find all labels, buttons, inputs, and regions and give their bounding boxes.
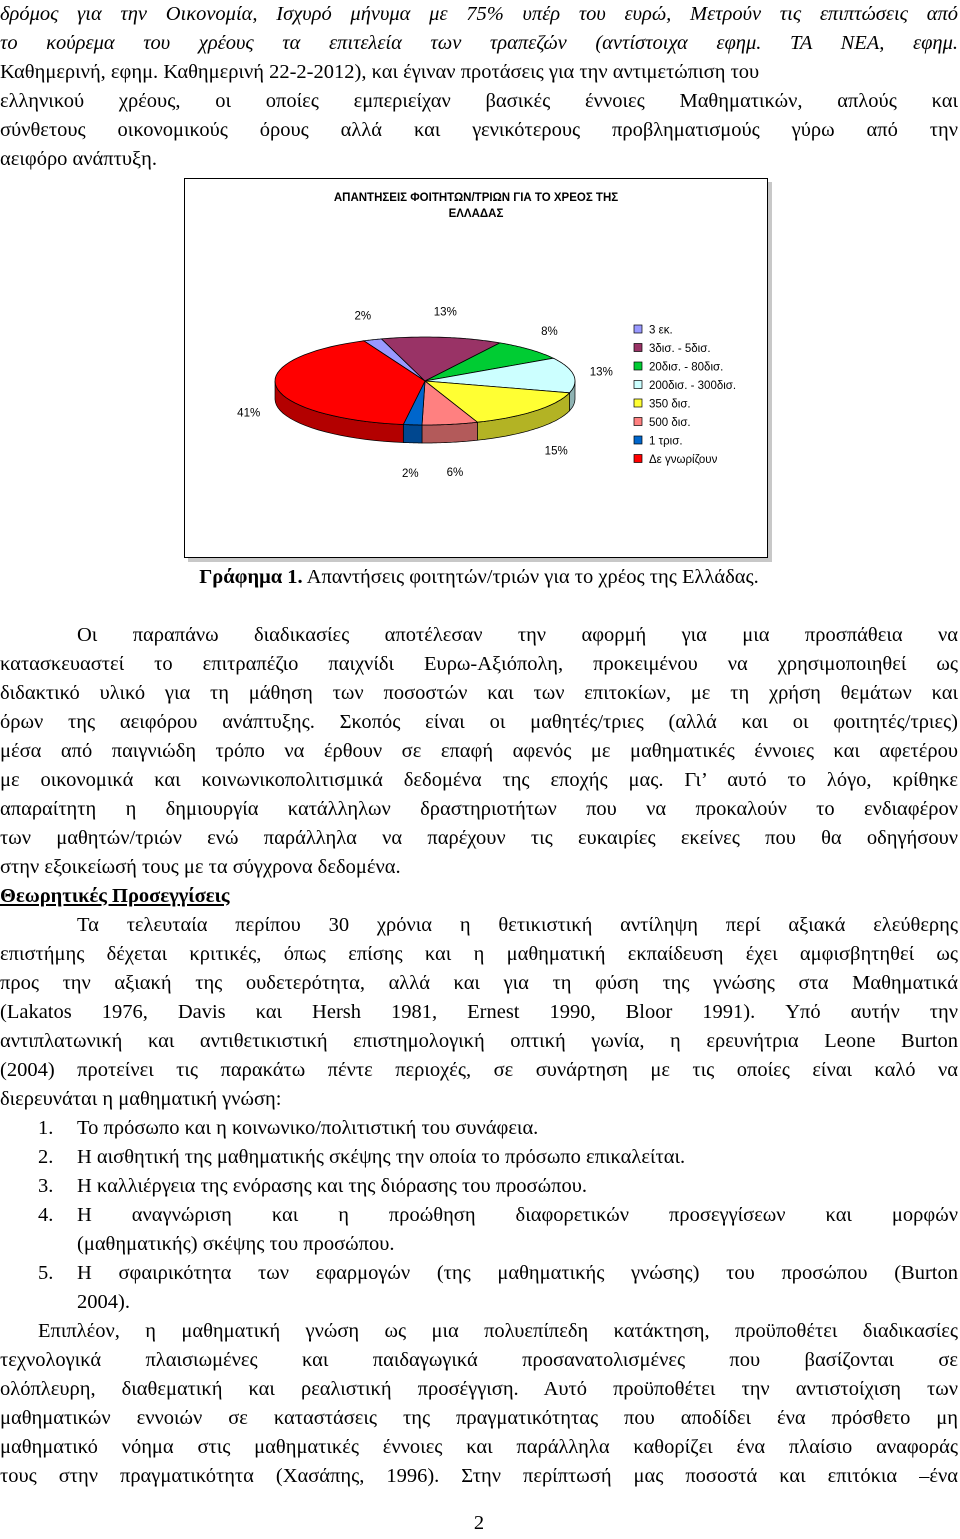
- text-line: (Lakatos 1976, Davis και Hersh 1981, Ernest 1990, Bloor 1991). Υπό αυτήν την: [0, 1001, 958, 1023]
- pie-value-label: 41%: [237, 407, 261, 420]
- text-line: αειφόρο ανάπτυξη.: [0, 148, 158, 170]
- list-item: Η σφαιρικότητα των εφαρμογών (της μαθηματικής γνώσης) του προσώπου (Burton: [77, 1262, 958, 1284]
- text-line: δρόμος για την Οικονομία, Ισχυρό μήνυμα με 75% υπέρ του ευρώ, Μετρούν τις επιπτώσεις από: [0, 3, 958, 25]
- legend-swatch: [634, 399, 642, 407]
- pie-slice-side: [403, 425, 422, 444]
- legend-swatch: [634, 381, 642, 389]
- text-line: Επιπλέον, η μαθηματική γνώση ως μια πολυεπίπεδη κατάκτηση, προϋποθέτει διαδικασίες: [38, 1320, 958, 1342]
- text-line: (2004) προτείνει τις παρακάτω πέντε περιοχές, σε συνάρτηση με τις οποίες είναι καλό να: [0, 1059, 958, 1081]
- text-line: διδακτικό υλικό για τη μάθηση των ποσοστών και των επιτοκίων, με τη χρήση θεμάτων και: [0, 682, 958, 704]
- pie-value-label: 15%: [544, 445, 568, 458]
- legend-swatch: [634, 362, 642, 370]
- text-line: κατασκευαστεί το επιτραπέζιο παιχνίδι Ευρω-Αξιόπολη, προκειμένου να χρησιμοποιηθεί ως: [0, 653, 958, 675]
- legend-label: 350 δισ.: [649, 398, 691, 411]
- text-line: ελληνικού χρέους, οι οποίες εμπεριείχαν βασικές έννοιες Μαθηματικών, απλούς και: [0, 90, 958, 112]
- pie-chart-svg: [185, 179, 767, 557]
- chart-legend: [634, 325, 736, 467]
- list-number: 2.: [38, 1146, 54, 1168]
- legend-label: 20δισ. - 80δισ.: [649, 361, 724, 374]
- text-line: μέσα από παιγνιώδη τρόπο να έρθουν σε επαφή αφενός με μαθηματικές έννοιες και αφετέρου: [0, 740, 958, 762]
- legend-swatch: [634, 436, 642, 444]
- text-line: των μαθητών/τριών ενώ παράλληλα να παρέχουν τις ευκαιρίες εκείνες που θα οδηγήσουν: [0, 827, 958, 849]
- pie-group: [275, 337, 575, 443]
- list-item: Η καλλιέργεια της ενόρασης και της διόρασης του προσώπου.: [77, 1175, 587, 1197]
- legend-swatch: [634, 325, 642, 333]
- text-line: προς την αξιακή της ουδετερότητα, αλλά και για τη φύση της γνώσης στα Μαθηματικά: [0, 972, 958, 994]
- legend-label: 3 εκ.: [649, 324, 673, 337]
- text-line: [0, 29, 958, 58]
- text-line: απαραίτητη η δημιουργία κατάλληλων δραστηριοτήτων που να προκαλούν το ενδιαφέρον: [0, 798, 958, 820]
- chart-title-line-2: ΕΛΛΑΔΑΣ: [448, 208, 504, 220]
- caption-text: Απαντήσεις φοιτητών/τριών για το χρέος της Ελλάδας.: [302, 566, 759, 588]
- legend-label: 1 τρισ.: [649, 435, 683, 448]
- list-number: 1.: [38, 1117, 54, 1139]
- pie-value-label: 8%: [541, 325, 558, 338]
- page-number: 2: [473, 1512, 485, 1534]
- list-number: 3.: [38, 1175, 54, 1197]
- legend-label: 3δισ. - 5δισ.: [649, 343, 711, 355]
- figure-caption: [0, 563, 958, 592]
- text-line: τεχνολογικά πλαισιωμένες και παιδαγωγικά προσανατολισμένες που βασίζονται σε: [0, 1349, 958, 1371]
- chart-title-line-1: ΑΠΑΝΤΗΣΕΙΣ ΦΟΙΤΗΤΩΝ/ΤΡΙΩΝ ΓΙΑ ΤΟ ΧΡΕΟΣ ΤΗΣ: [333, 192, 619, 204]
- pie-value-label: 2%: [354, 310, 372, 323]
- text-line: ολόπλευρη, διαθεματική και ρεαλιστική προσέγγιση. Αυτό προϋποθέτει την αντιστοίχιση των: [0, 1378, 958, 1400]
- text-line: Οι παραπάνω διαδικασίες αποτέλεσαν την αφορμή για μια προσπάθεια να: [77, 624, 958, 646]
- pie-value-label: 13%: [589, 366, 613, 379]
- legend-label: 500 δισ.: [649, 417, 691, 429]
- text-line: στην εξοικείωσή τους με τα σύγχρονα δεδομένα.: [0, 856, 401, 878]
- text-line: με οικονομικά και κοινωνικοπολιτισμικά δεδομένα της εποχής μας. Γι’ αυτό το λόγο, κρίθηκε: [0, 769, 958, 791]
- text-line: Τα τελευταία περίπου 30 χρόνια η θετικιστική αντίληψη περί αξιακά ελεύθερης: [77, 914, 958, 936]
- text-line: μαθηματικό νόημα στις μαθηματικές έννοιες και παράλληλα καθορίζει ένα πλαίσιο αναφοράς: [0, 1436, 958, 1458]
- legend-label: Δε γνωρίζουν: [649, 454, 718, 466]
- legend-swatch: [634, 455, 642, 463]
- text-line: αντιπλατωνική και αντιθετικιστική επιστημολογική οπτική γωνία, η ερευνήτρια Leone Burton: [0, 1030, 958, 1052]
- text-span: Καθημερινή 22-2-2012), και έγιναν προτάσεις για την αντιμετώπιση του: [158, 61, 760, 83]
- caption-label: Γράφημα 1.: [199, 566, 303, 588]
- text-line: τους στην πραγματικότητα (Χασάπης, 1996). Στην περίπτωσή μας ποσοστά και επιτόκια –ένα: [0, 1465, 958, 1487]
- list-item: Η αναγνώριση και η προώθηση διαφορετικών προσεγγίσεων και μορφών: [77, 1204, 958, 1226]
- text-line: [0, 58, 958, 87]
- pie-value-label: 6%: [446, 467, 464, 479]
- section-heading: Θεωρητικές Προσεγγίσεις: [0, 885, 230, 907]
- text-line: μαθηματικών εννοιών σε καταστάσεις της πραγματικότητας που αποδίδει ένα πρόσθετο μη: [0, 1407, 958, 1429]
- pie-value-label: 2%: [401, 467, 419, 480]
- list-item-continuation: (μαθηματικής) σκέψης του προσώπου.: [77, 1233, 395, 1255]
- legend-swatch: [634, 418, 642, 426]
- legend-label: 200δισ. - 300δισ.: [649, 380, 737, 392]
- pie-value-label: 13%: [433, 306, 457, 319]
- list-item: Η αισθητική της μαθηματικής σκέψης την οποία το πρόσωπο επικαλείται.: [77, 1146, 686, 1168]
- list-item: Το πρόσωπο και η κοινωνικο/πολιτιστική του συνάφεια.: [77, 1117, 539, 1139]
- text-line: σύνθετους οικονομικούς όρους αλλά και γενικότερους προβληματισμούς γύρω από την: [0, 119, 958, 141]
- text-line: το κούρεμα του χρέους τα επιτελεία των τραπεζών (αντίστοιχα εφημ. ΤΑ ΝΕΑ, εφημ.: [0, 32, 958, 54]
- text-line: επιστήμης δέχεται κριτικές, όπως επίσης και η μαθηματική εκπαίδευση έχει αμφισβητηθεί ως: [0, 943, 958, 965]
- list-number: 5.: [38, 1262, 54, 1284]
- text-line: όρων της αειφόρου ανάπτυξης. Σκοπός είναι οι μαθητές/τριες (αλλά και οι φοιτητές/τριες): [0, 711, 958, 733]
- text-span: Καθημερινή, εφημ.: [0, 61, 159, 83]
- legend-swatch: [634, 344, 642, 352]
- text-line: διερευνάται η μαθηματική γνώση:: [0, 1088, 282, 1110]
- pie-chart: [184, 178, 768, 558]
- list-number: 4.: [38, 1204, 54, 1226]
- list-item-continuation: 2004).: [77, 1291, 130, 1313]
